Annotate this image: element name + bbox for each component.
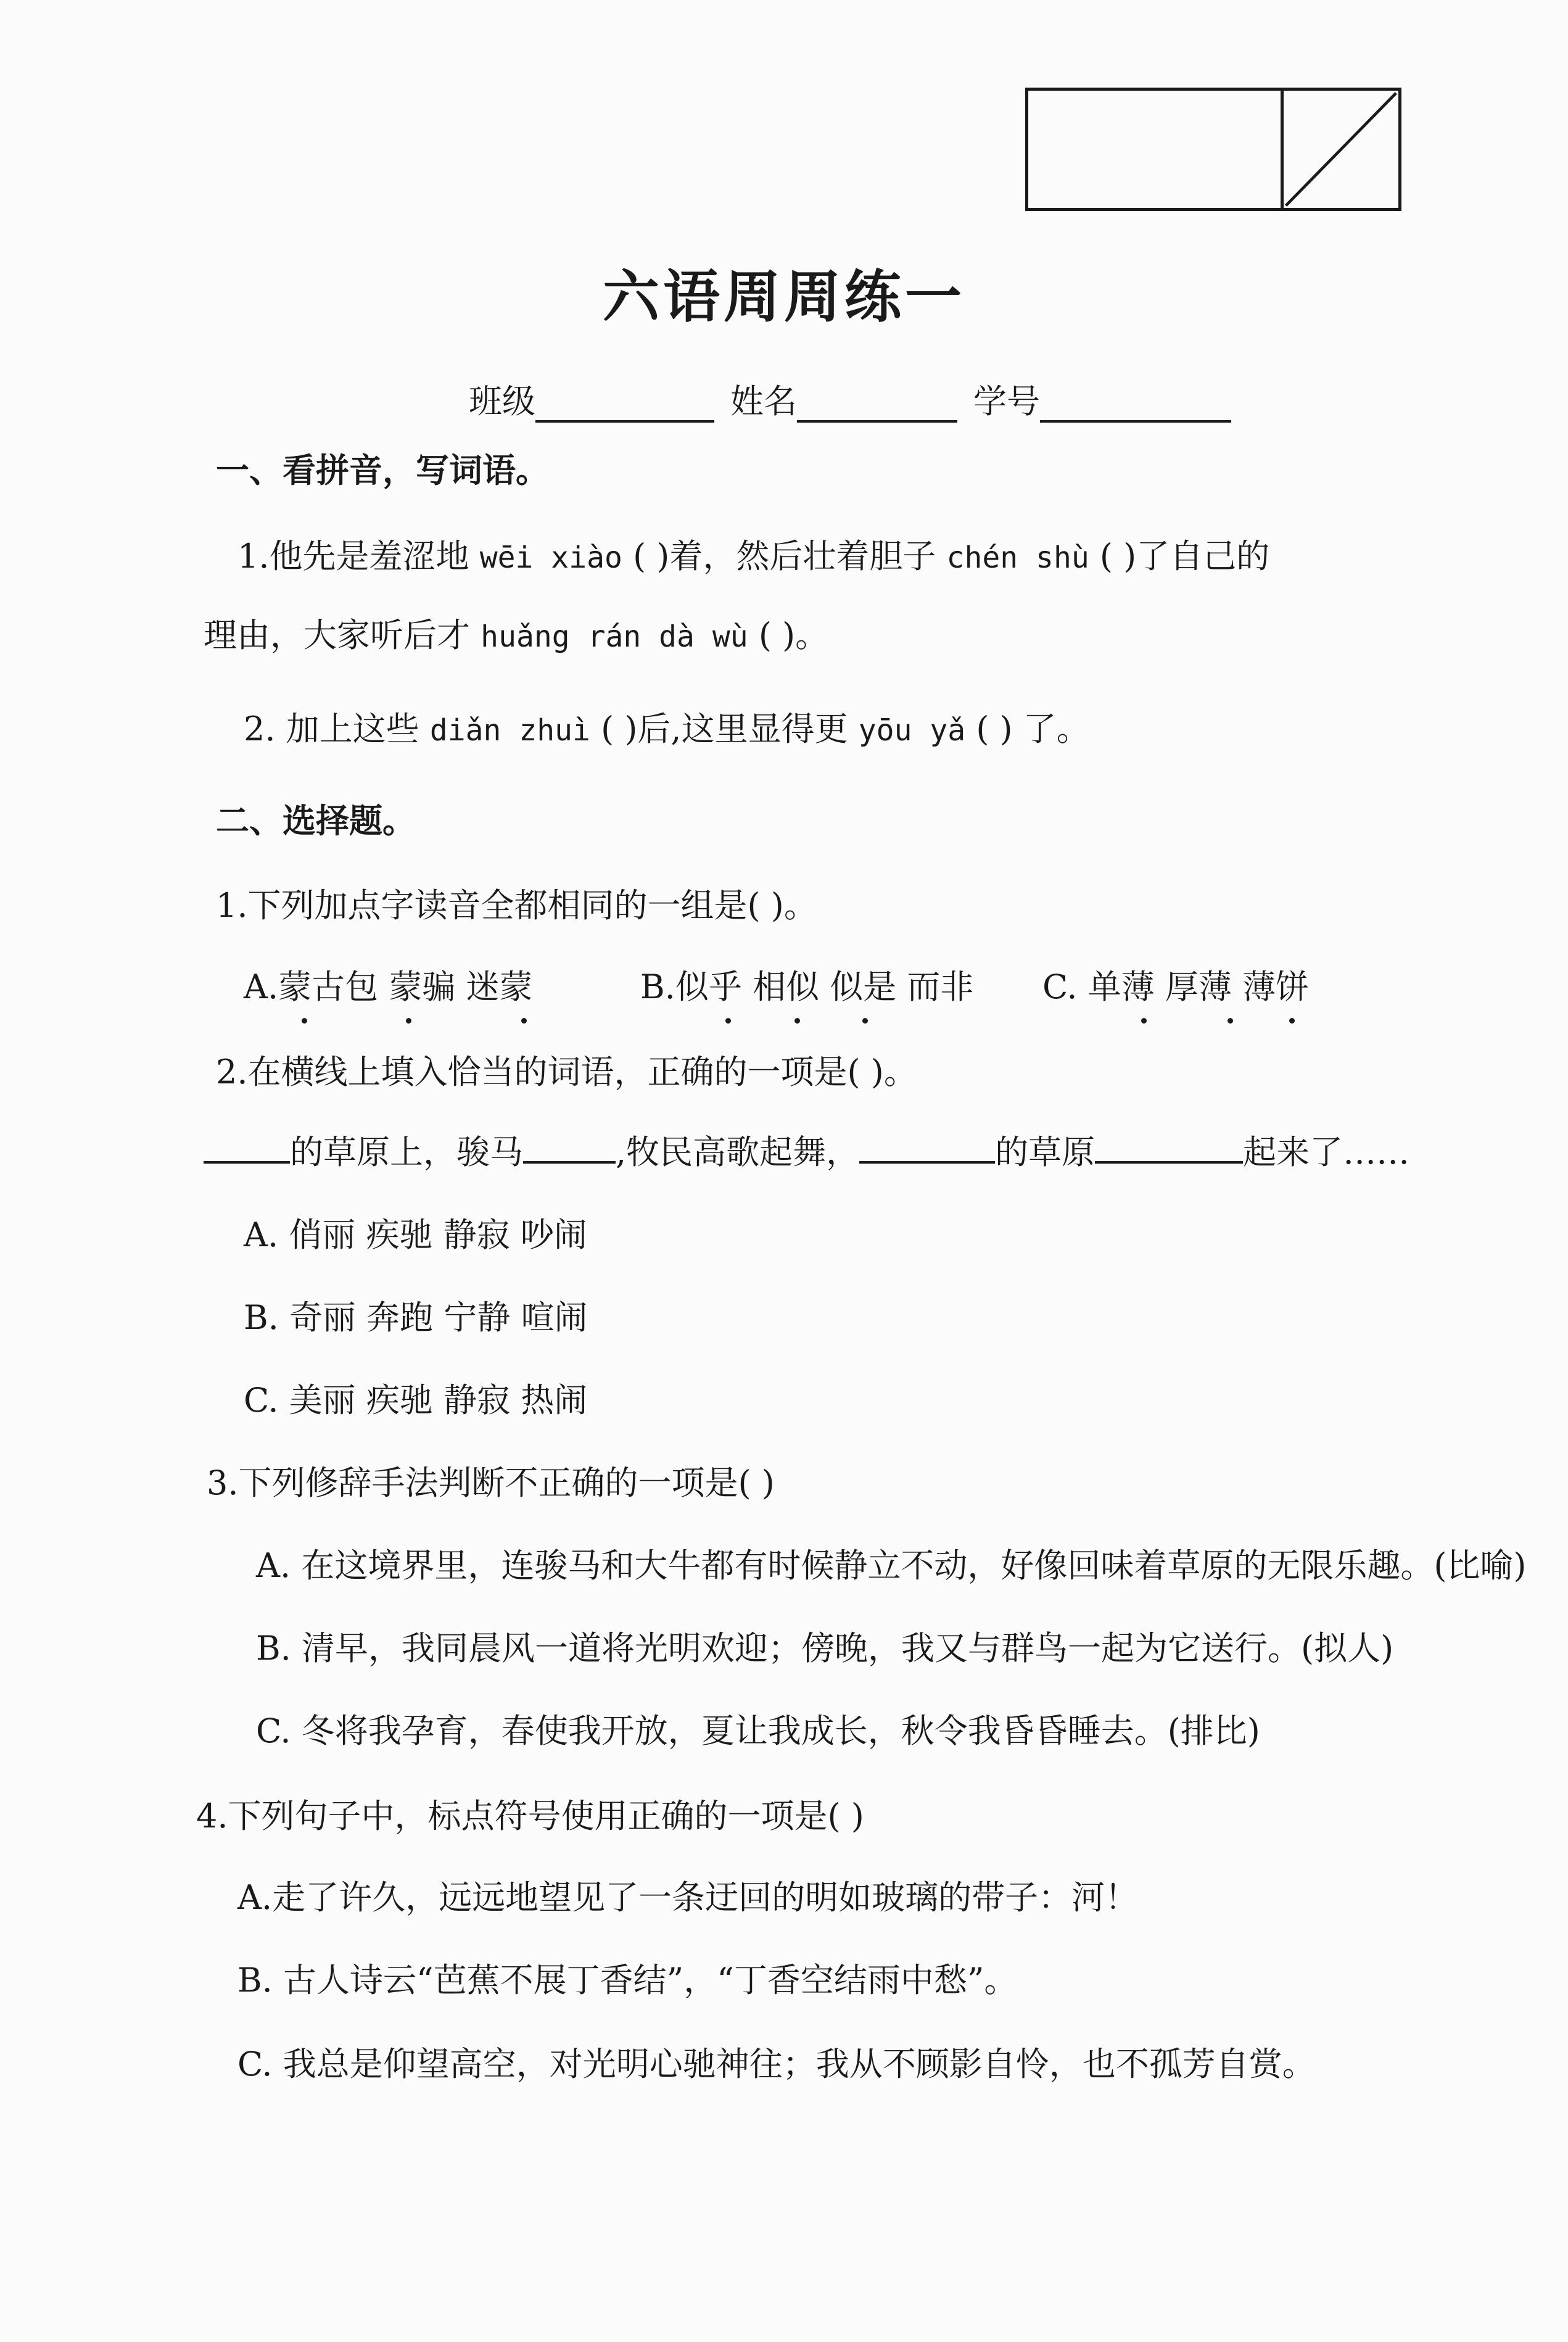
student-id-label: 学号 (973, 382, 1040, 421)
s1-q2-text-a: 2. 加上这些 (244, 710, 419, 748)
student-info-row (469, 375, 1247, 423)
s1-q1-text-c: ( )了自己的 (1099, 537, 1270, 576)
score-cell (1028, 91, 1284, 208)
fill-blank-1[interactable] (204, 1132, 290, 1164)
fill-blank-4[interactable] (1095, 1132, 1243, 1164)
s2-q1-stem: 1.下列加点字读音全都相同的一组是( )。 (216, 886, 817, 925)
s1-q1-text-b: ( )着，然后壮着胆子 (633, 537, 936, 576)
s1-q1-text-a: 1.他先是羞涩地 (237, 537, 469, 576)
page-title: 六语周周练一 (602, 263, 965, 330)
emphasis-dot (1289, 1018, 1295, 1024)
s2-q4-option-b: B. 古人诗云“芭蕉不展丁香结”，“丁香空结雨中愁”。 (237, 1961, 1018, 2000)
s2-q4-option-a: A.走了许久，远远地望见了一条迂回的明如玻璃的带子：河！ (237, 1878, 1139, 1917)
s2-q3-stem: 3.下列修辞手法判断不正确的一项是( ) (207, 1463, 775, 1502)
name-label: 姓名 (730, 382, 797, 421)
score-box (1025, 88, 1401, 211)
emphasis-dot (794, 1018, 800, 1024)
s1-q1-line2 (204, 616, 828, 656)
s2-q1-option-c: C. 单薄 厚薄 薄饼 (1042, 967, 1310, 1006)
s2-q1-option-a: A.蒙古包 蒙骗 迷蒙 (244, 967, 533, 1006)
s1-q1-text-d: 理由，大家听后才 (204, 616, 470, 655)
emphasis-dot (521, 1018, 527, 1024)
class-blank[interactable] (535, 383, 714, 423)
emphasis-dot (1141, 1018, 1147, 1024)
s2-q2-part-3: 的草原 (995, 1133, 1096, 1172)
emphasis-dot (725, 1018, 731, 1024)
s2-q2-part-1: 的草原上，骏马 (290, 1133, 523, 1172)
pinyin-wei-xiao: wēi xiào (479, 540, 622, 575)
name-blank[interactable] (797, 383, 957, 423)
s2-q2-sentence (204, 1132, 1409, 1173)
s2-q2-option-c: C. 美丽 疾驰 静寂 热闹 (244, 1381, 588, 1420)
s2-q3-option-c: C. 冬将我孕育，春使我开放，夏让我成长，秋令我昏昏睡去。(排比) (256, 1711, 1260, 1750)
s2-q3-option-b: B. 清早，我同晨风一道将光明欢迎；傍晚，我又与群鸟一起为它送行。(拟人) (256, 1629, 1394, 1668)
s2-q3-option-a: A. 在这境界里，连骏马和大牛都有时候静立不动，好像回味着草原的无限乐趣。(比喻) (256, 1546, 1527, 1585)
s2-q2-part-4: 起来了…… (1243, 1133, 1410, 1172)
emphasis-dot (1228, 1018, 1233, 1024)
pinyin-chen-shu: chén shù (946, 540, 1089, 575)
emphasis-dot (862, 1018, 868, 1024)
s2-q4-option-c: C. 我总是仰望高空，对光明心驰神往；我从不顾影自怜，也不孤芳自赏。 (237, 2045, 1316, 2083)
section-2-heading: 二、选择题。 (216, 801, 416, 840)
s2-q1-option-b: B.似乎 相似 似是 而非 (640, 967, 974, 1006)
s2-q2-stem: 2.在横线上填入恰当的词语，正确的一项是( )。 (216, 1053, 917, 1091)
fill-blank-3[interactable] (859, 1132, 995, 1164)
pinyin-huang-ran-da-wu: huǎng rán dà wù (481, 619, 748, 654)
s1-q2-text-b: ( )后,这里显得更 (601, 710, 848, 748)
s2-q4-stem: 4.下列句子中，标点符号使用正确的一项是( ) (196, 1797, 864, 1835)
score-slash-cell (1284, 91, 1398, 208)
emphasis-dot (302, 1018, 307, 1024)
s1-q1-line1 (237, 537, 1269, 577)
s1-q2-text-c: ( ) 了。 (976, 710, 1090, 748)
section-1-heading: 一、看拼音，写词语。 (216, 450, 549, 490)
s2-q2-option-b: B. 奇丽 奔跑 宁静 喧闹 (244, 1298, 588, 1337)
student-id-blank[interactable] (1040, 383, 1231, 423)
class-label: 班级 (469, 382, 535, 421)
emphasis-dot (406, 1018, 411, 1024)
s2-q2-part-2: ,牧民高歌起舞， (616, 1133, 860, 1172)
s1-q2-line (244, 710, 1090, 750)
s2-q2-option-a: A. 俏丽 疾驰 静寂 吵闹 (244, 1215, 587, 1254)
diagonal-slash (1284, 91, 1398, 208)
s1-q1-text-e: ( )。 (758, 616, 829, 655)
pinyin-you-ya: yōu yǎ (858, 713, 966, 748)
pinyin-dian-zhui: diǎn zhuì (429, 713, 590, 748)
fill-blank-2[interactable] (523, 1132, 616, 1164)
